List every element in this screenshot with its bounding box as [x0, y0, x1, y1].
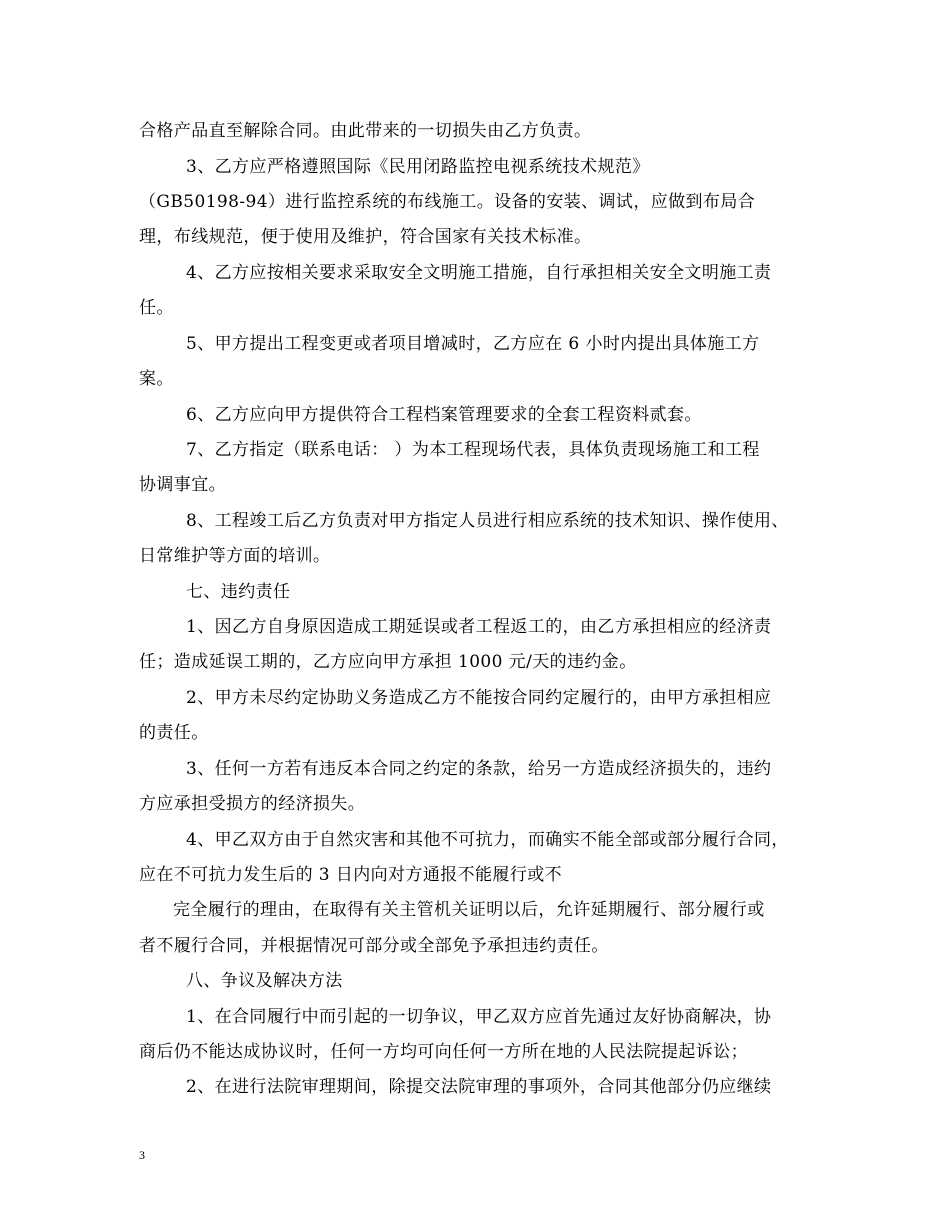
text-line: 应在不可抗力发生后的 3 日内向对方通报不能履行或不	[139, 865, 563, 885]
text-line: 4、乙方应按相关要求采取安全文明施工措施，自行承担相关安全文明施工责	[186, 263, 772, 283]
text-line: 5、甲方提出工程变更或者项目增减时，乙方应在 6 小时内提出具体施工方	[186, 334, 760, 354]
text-line: 方应承担受损方的经济损失。	[139, 794, 366, 814]
text-line: 理，布线规范，便于使用及维护，符合国家有关技术标准。	[139, 227, 592, 247]
text-line: 者不履行合同，并根据情况可部分或全部免予承担违约责任。	[139, 936, 609, 956]
text-line: 4、甲乙双方由于自然灾害和其他不可抗力，而确实不能全部或部分履行合同，	[186, 830, 789, 850]
text-line: 案。	[139, 369, 174, 389]
text-line: 1、在合同履行中而引起的一切争议，甲乙双方应首先通过友好协商解决，协	[186, 1007, 772, 1027]
text-line: 任；造成延误工期的，乙方应向甲方承担 1000 元/天的违约金。	[139, 652, 637, 672]
text-line: 完全履行的理由，在取得有关主管机关证明以后，允许延期履行、部分履行或	[173, 900, 765, 920]
section-heading: 八、争议及解决方法	[186, 971, 343, 991]
text-line: 日常维护等方面的培训。	[139, 546, 331, 566]
text-line: 3、乙方应严格遵照国际《民用闭路监控电视系统技术规范》	[186, 157, 650, 177]
page-number: 3	[139, 1148, 145, 1162]
section-heading: 七、违约责任	[186, 582, 291, 602]
text-line: 的责任。	[139, 723, 209, 743]
text-line: 3、任何一方若有违反本合同之约定的条款，给另一方造成经济损失的，违约	[186, 759, 772, 779]
text-line: 合格产品直至解除合同。由此带来的一切损失由乙方负责。	[139, 121, 592, 141]
text-line: 协调事宜。	[139, 475, 226, 495]
text-line: 2、甲方未尽约定协助义务造成乙方不能按合同约定履行的，由甲方承担相应	[186, 688, 772, 708]
text-line: （GB50198-94）进行监控系统的布线施工。设备的安装、调试，应做到布局合	[139, 192, 756, 212]
text-line: 1、因乙方自身原因造成工期延误或者工程返工的，由乙方承担相应的经济责	[186, 617, 772, 637]
text-line: 7、乙方指定（联系电话： ）为本工程现场代表，具体负责现场施工和工程	[186, 440, 760, 460]
text-line: 商后仍不能达成协议时，任何一方均可向任何一方所在地的人民法院提起诉讼；	[139, 1042, 748, 1062]
text-line: 2、在进行法院审理期间，除提交法院审理的事项外，合同其他部分仍应继续	[186, 1077, 772, 1097]
text-line: 8、工程竣工后乙方负责对甲方指定人员进行相应系统的技术知识、操作使用、	[186, 511, 789, 531]
text-line: 任。	[139, 298, 174, 318]
text-line: 6、乙方应向甲方提供符合工程档案管理要求的全套工程资料贰套。	[186, 405, 702, 425]
